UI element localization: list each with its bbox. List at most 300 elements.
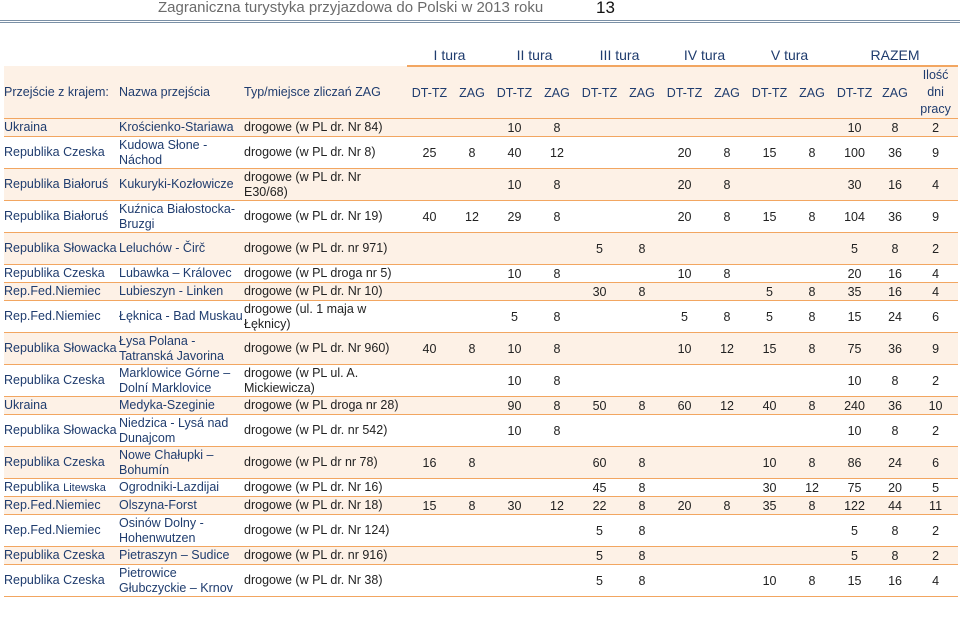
country-cell bbox=[4, 283, 119, 301]
zag-value bbox=[792, 119, 832, 137]
dt-tz-value: 75 bbox=[832, 333, 877, 365]
dt-tz-value: 16 bbox=[407, 447, 452, 479]
dt-tz-value: 122 bbox=[832, 497, 877, 515]
dt-tz-value: 15 bbox=[407, 497, 452, 515]
zag-value: 12 bbox=[707, 333, 747, 365]
days-value: 9 bbox=[913, 333, 958, 365]
header-rule bbox=[0, 20, 960, 21]
table-row bbox=[4, 119, 958, 137]
country-name: Republika Czeska bbox=[4, 373, 105, 387]
dt-tz-value bbox=[492, 233, 537, 265]
table-row bbox=[4, 547, 958, 565]
country-name: Rep.Fed.Niemiec bbox=[4, 498, 101, 512]
zag-value bbox=[707, 233, 747, 265]
zag-value bbox=[622, 119, 662, 137]
table-row bbox=[4, 447, 958, 479]
crossing-name: Leluchów - Čirč bbox=[119, 233, 244, 265]
table-row bbox=[4, 233, 958, 265]
zag-value: 8 bbox=[792, 333, 832, 365]
zag-value: 8 bbox=[537, 365, 577, 397]
country-name: Ukraina bbox=[4, 398, 48, 412]
dt-tz-value: 5 bbox=[577, 233, 622, 265]
zag-value bbox=[792, 365, 832, 397]
dt-tz-value: 5 bbox=[577, 547, 622, 565]
dt-tz-value bbox=[662, 479, 707, 497]
dt-tz-value: 5 bbox=[747, 301, 792, 333]
zag-value: 8 bbox=[877, 415, 913, 447]
zag-value: 8 bbox=[537, 265, 577, 283]
country-cell bbox=[4, 447, 119, 479]
page-number: 13 bbox=[596, 0, 615, 17]
country-cell bbox=[4, 547, 119, 565]
crossing-type: drogowe (w PL dr. Nr 8) bbox=[244, 137, 407, 169]
sub-header-zag: ZAG bbox=[877, 66, 913, 119]
zag-value: 8 bbox=[452, 333, 492, 365]
crossing-type: drogowe (w PL ul. A. Mickiewicza) bbox=[244, 365, 407, 397]
dt-tz-value: 104 bbox=[832, 201, 877, 233]
zag-value: 12 bbox=[452, 201, 492, 233]
country-cell bbox=[4, 233, 119, 265]
zag-value: 8 bbox=[622, 479, 662, 497]
dt-tz-value bbox=[492, 283, 537, 301]
dt-tz-value: 10 bbox=[662, 333, 707, 365]
crossing-name: Marklowice Górne – Dolní Marklovice bbox=[119, 365, 244, 397]
dt-tz-value: 10 bbox=[832, 365, 877, 397]
table-row bbox=[4, 301, 958, 333]
zag-value bbox=[792, 169, 832, 201]
zag-value bbox=[707, 515, 747, 547]
crossing-name: Lubawka – Královec bbox=[119, 265, 244, 283]
zag-value: 8 bbox=[537, 415, 577, 447]
dt-tz-value: 10 bbox=[492, 415, 537, 447]
zag-value: 8 bbox=[452, 497, 492, 515]
zag-value bbox=[707, 479, 747, 497]
zag-value bbox=[792, 415, 832, 447]
sub-header-dt: DT-TZ bbox=[662, 66, 707, 119]
crossing-name: Pietraszyn – Sudice bbox=[119, 547, 244, 565]
sub-header-zag: ZAG bbox=[792, 66, 832, 119]
dt-tz-value: 20 bbox=[662, 169, 707, 201]
zag-value: 8 bbox=[622, 447, 662, 479]
dt-tz-value bbox=[407, 415, 452, 447]
dt-tz-value: 30 bbox=[577, 283, 622, 301]
table-row bbox=[4, 137, 958, 169]
tour-3-header: III tura bbox=[577, 44, 662, 66]
country-cell bbox=[4, 137, 119, 169]
dt-tz-value bbox=[747, 119, 792, 137]
dt-tz-value: 15 bbox=[747, 137, 792, 169]
zag-value: 8 bbox=[707, 137, 747, 169]
days-value: 2 bbox=[913, 547, 958, 565]
zag-value: 8 bbox=[707, 301, 747, 333]
dt-tz-value bbox=[492, 565, 537, 597]
country-cell bbox=[4, 497, 119, 515]
table-row bbox=[4, 365, 958, 397]
type-header: Typ/miejsce zliczań ZAG bbox=[244, 66, 407, 119]
crossing-type: drogowe (w PL droga nr 28) bbox=[244, 397, 407, 415]
dt-tz-value: 35 bbox=[747, 497, 792, 515]
zag-value: 24 bbox=[877, 301, 913, 333]
days-value: 4 bbox=[913, 169, 958, 201]
zag-value bbox=[792, 233, 832, 265]
zag-value: 8 bbox=[537, 333, 577, 365]
page-title: Zagraniczna turystyka przyjazdowa do Polski w 2013 roku bbox=[158, 0, 544, 16]
dt-tz-value bbox=[662, 565, 707, 597]
zag-value bbox=[452, 515, 492, 547]
tour-5-header: V tura bbox=[747, 44, 832, 66]
tour-1-header: I tura bbox=[407, 44, 492, 66]
country-name: Republika Czeska bbox=[4, 548, 105, 562]
crossing-name: Kudowa Słone - Náchod bbox=[119, 137, 244, 169]
zag-value bbox=[452, 233, 492, 265]
zag-value: 36 bbox=[877, 333, 913, 365]
dt-tz-value: 40 bbox=[407, 201, 452, 233]
crossing-name: Krościenko-Stariawa bbox=[119, 119, 244, 137]
dt-tz-value bbox=[747, 547, 792, 565]
table-row bbox=[4, 283, 958, 301]
dt-tz-value bbox=[662, 119, 707, 137]
zag-value bbox=[452, 119, 492, 137]
zag-value: 8 bbox=[622, 565, 662, 597]
zag-value: 8 bbox=[537, 119, 577, 137]
dt-tz-value: 5 bbox=[747, 283, 792, 301]
zag-value bbox=[622, 265, 662, 283]
zag-value: 12 bbox=[537, 497, 577, 515]
days-value: 6 bbox=[913, 447, 958, 479]
country-name: Republika Czeska bbox=[4, 455, 105, 469]
dt-tz-value bbox=[577, 119, 622, 137]
zag-value: 8 bbox=[622, 283, 662, 301]
dt-tz-value bbox=[747, 365, 792, 397]
country-name: Republika Białoruś bbox=[4, 177, 109, 191]
dt-tz-value: 10 bbox=[662, 265, 707, 283]
country-cell bbox=[4, 565, 119, 597]
country-cell bbox=[4, 415, 119, 447]
zag-value: 8 bbox=[622, 497, 662, 515]
sub-header-zag: ZAG bbox=[537, 66, 577, 119]
crossing-name: Łęknica - Bad Muskau bbox=[119, 301, 244, 333]
dt-tz-value: 100 bbox=[832, 137, 877, 169]
sub-header-dt: DT-TZ bbox=[577, 66, 622, 119]
dt-tz-value: 5 bbox=[832, 515, 877, 547]
crossing-type: drogowe (w PL dr. nr 971) bbox=[244, 233, 407, 265]
dt-tz-value: 60 bbox=[662, 397, 707, 415]
tour-header-row bbox=[4, 44, 958, 66]
zag-value bbox=[452, 265, 492, 283]
dt-tz-value: 5 bbox=[577, 515, 622, 547]
days-value: 4 bbox=[913, 565, 958, 597]
zag-value bbox=[622, 365, 662, 397]
dt-tz-value bbox=[662, 283, 707, 301]
table-row bbox=[4, 415, 958, 447]
dt-tz-value bbox=[407, 169, 452, 201]
zag-value: 36 bbox=[877, 201, 913, 233]
dt-tz-value bbox=[747, 233, 792, 265]
zag-value: 8 bbox=[537, 169, 577, 201]
country-name: Ukraina bbox=[4, 120, 48, 134]
zag-value bbox=[452, 301, 492, 333]
zag-value: 16 bbox=[877, 283, 913, 301]
zag-value bbox=[537, 547, 577, 565]
sub-header-dt: DT-TZ bbox=[407, 66, 452, 119]
table-row bbox=[4, 333, 958, 365]
dt-tz-value bbox=[407, 515, 452, 547]
crossing-header: Nazwa przejścia bbox=[119, 66, 244, 119]
zag-value bbox=[622, 301, 662, 333]
dt-tz-value bbox=[407, 301, 452, 333]
crossing-name: Ogrodniki-Lazdijai bbox=[119, 479, 244, 497]
dt-tz-value bbox=[747, 169, 792, 201]
days-value: 11 bbox=[913, 497, 958, 515]
dt-tz-value: 10 bbox=[492, 169, 537, 201]
sub-header-zag: ZAG bbox=[452, 66, 492, 119]
dt-tz-value: 40 bbox=[747, 397, 792, 415]
zag-value: 8 bbox=[792, 397, 832, 415]
dt-tz-value bbox=[662, 415, 707, 447]
crossing-name: Olszyna-Forst bbox=[119, 497, 244, 515]
days-value: 2 bbox=[913, 515, 958, 547]
zag-value bbox=[622, 415, 662, 447]
dt-tz-value: 10 bbox=[747, 447, 792, 479]
dt-tz-value: 10 bbox=[832, 119, 877, 137]
zag-value bbox=[452, 397, 492, 415]
crossing-type: drogowe (w PL dr nr 78) bbox=[244, 447, 407, 479]
country-cell bbox=[4, 515, 119, 547]
country-name: Rep.Fed.Niemiec bbox=[4, 284, 101, 298]
country-name: Republika Słowacka bbox=[4, 241, 117, 255]
table-row bbox=[4, 515, 958, 547]
dt-tz-value bbox=[577, 265, 622, 283]
zag-value bbox=[537, 233, 577, 265]
dt-tz-value bbox=[492, 515, 537, 547]
crossing-name: Lubieszyn - Linken bbox=[119, 283, 244, 301]
zag-value bbox=[537, 447, 577, 479]
dt-tz-value bbox=[577, 333, 622, 365]
zag-value bbox=[707, 283, 747, 301]
zag-value: 8 bbox=[452, 137, 492, 169]
table-row bbox=[4, 265, 958, 283]
dt-tz-value: 10 bbox=[747, 565, 792, 597]
days-value: 2 bbox=[913, 415, 958, 447]
dt-tz-value bbox=[407, 265, 452, 283]
zag-value: 8 bbox=[792, 137, 832, 169]
dt-tz-value bbox=[747, 415, 792, 447]
days-value: 9 bbox=[913, 137, 958, 169]
crossing-type: drogowe (w PL droga nr 5) bbox=[244, 265, 407, 283]
sub-header-dt: DT-TZ bbox=[832, 66, 877, 119]
zag-value: 8 bbox=[877, 365, 913, 397]
crossing-type: drogowe (w PL dr. Nr 84) bbox=[244, 119, 407, 137]
dt-tz-value bbox=[492, 547, 537, 565]
zag-value: 44 bbox=[877, 497, 913, 515]
country-cell bbox=[4, 119, 119, 137]
zag-value: 8 bbox=[622, 233, 662, 265]
zag-value bbox=[452, 365, 492, 397]
crossing-type: drogowe (w PL dr. Nr 124) bbox=[244, 515, 407, 547]
zag-value bbox=[792, 265, 832, 283]
zag-value bbox=[707, 447, 747, 479]
zag-value bbox=[452, 479, 492, 497]
zag-value bbox=[452, 547, 492, 565]
dt-tz-value: 30 bbox=[832, 169, 877, 201]
crossing-type: drogowe (w PL dr. Nr 10) bbox=[244, 283, 407, 301]
zag-value: 8 bbox=[707, 497, 747, 515]
table-row bbox=[4, 169, 958, 201]
country-cell bbox=[4, 201, 119, 233]
zag-value bbox=[792, 515, 832, 547]
zag-value bbox=[452, 169, 492, 201]
dt-tz-value bbox=[407, 283, 452, 301]
zag-value bbox=[452, 283, 492, 301]
country-cell bbox=[4, 479, 119, 497]
table-row bbox=[4, 565, 958, 597]
zag-value: 8 bbox=[707, 201, 747, 233]
zag-value: 24 bbox=[877, 447, 913, 479]
dt-tz-value: 60 bbox=[577, 447, 622, 479]
table-row bbox=[4, 397, 958, 415]
total-header: RAZEM bbox=[832, 44, 958, 66]
dt-tz-value bbox=[577, 415, 622, 447]
zag-value: 8 bbox=[622, 547, 662, 565]
country-name: Republika Czeska bbox=[4, 573, 105, 587]
zag-value bbox=[707, 119, 747, 137]
crossing-type: drogowe (w PL dr. Nr 960) bbox=[244, 333, 407, 365]
dt-tz-value: 5 bbox=[832, 233, 877, 265]
crossing-name: Niedzica - Lysá nad Dunajcom bbox=[119, 415, 244, 447]
crossing-type: drogowe (w PL dr. Nr 38) bbox=[244, 565, 407, 597]
zag-value bbox=[622, 333, 662, 365]
dt-tz-value bbox=[407, 397, 452, 415]
days-value: 5 bbox=[913, 479, 958, 497]
dt-tz-value bbox=[577, 137, 622, 169]
zag-value: 8 bbox=[792, 301, 832, 333]
dt-tz-value bbox=[407, 565, 452, 597]
zag-value: 8 bbox=[707, 265, 747, 283]
crossing-type: drogowe (ul. 1 maja w Łęknicy) bbox=[244, 301, 407, 333]
dt-tz-value: 10 bbox=[492, 365, 537, 397]
crossing-name: Łysa Polana - Tatranská Javorina bbox=[119, 333, 244, 365]
dt-tz-value: 5 bbox=[662, 301, 707, 333]
dt-tz-value bbox=[407, 233, 452, 265]
zag-value: 20 bbox=[877, 479, 913, 497]
zag-value: 16 bbox=[877, 169, 913, 201]
days-value: 9 bbox=[913, 201, 958, 233]
dt-tz-value bbox=[662, 233, 707, 265]
dt-tz-value: 86 bbox=[832, 447, 877, 479]
days-value: 2 bbox=[913, 233, 958, 265]
zag-value: 8 bbox=[537, 201, 577, 233]
dt-tz-value bbox=[577, 365, 622, 397]
tour-2-header: II tura bbox=[492, 44, 577, 66]
zag-value: 36 bbox=[877, 397, 913, 415]
crossing-name: Osinów Dolny - Hohenwutzen bbox=[119, 515, 244, 547]
country-name: Republika Białoruś bbox=[4, 209, 109, 223]
dt-tz-value bbox=[407, 365, 452, 397]
country-name: Republika Czeska bbox=[4, 145, 105, 159]
table-row bbox=[4, 201, 958, 233]
sub-header-zag: ZAG bbox=[707, 66, 747, 119]
crossing-type: drogowe (w PL dr. Nr 16) bbox=[244, 479, 407, 497]
border-crossings-table bbox=[4, 44, 958, 597]
crossing-name: Medyka-Szeginie bbox=[119, 397, 244, 415]
sub-header-dt: DT-TZ bbox=[492, 66, 537, 119]
days-value: 4 bbox=[913, 265, 958, 283]
dt-tz-value: 5 bbox=[492, 301, 537, 333]
zag-value: 12 bbox=[537, 137, 577, 169]
dt-tz-value: 29 bbox=[492, 201, 537, 233]
dt-tz-value: 40 bbox=[492, 137, 537, 169]
country-cell bbox=[4, 169, 119, 201]
zag-value: 16 bbox=[877, 265, 913, 283]
dt-tz-value: 5 bbox=[577, 565, 622, 597]
zag-value: 16 bbox=[877, 565, 913, 597]
dt-tz-value bbox=[747, 265, 792, 283]
zag-value: 8 bbox=[622, 397, 662, 415]
days-value: 2 bbox=[913, 365, 958, 397]
zag-value: 8 bbox=[452, 447, 492, 479]
zag-value: 8 bbox=[707, 169, 747, 201]
crossing-name: Kuźnica Białostocka-Bruzgi bbox=[119, 201, 244, 233]
dt-tz-value: 30 bbox=[492, 497, 537, 515]
tour-4-header: IV tura bbox=[662, 44, 747, 66]
days-value: 4 bbox=[913, 283, 958, 301]
days-value: 10 bbox=[913, 397, 958, 415]
crossing-name: Pietrowice Głubczyckie – Krnov bbox=[119, 565, 244, 597]
dt-tz-value: 10 bbox=[492, 333, 537, 365]
zag-value bbox=[537, 479, 577, 497]
dt-tz-value: 22 bbox=[577, 497, 622, 515]
dt-tz-value: 50 bbox=[577, 397, 622, 415]
dt-tz-value: 5 bbox=[832, 547, 877, 565]
zag-value: 8 bbox=[877, 515, 913, 547]
dt-tz-value: 25 bbox=[407, 137, 452, 169]
dt-tz-value: 240 bbox=[832, 397, 877, 415]
dt-tz-value bbox=[662, 547, 707, 565]
dt-tz-value bbox=[662, 515, 707, 547]
crossing-name: Kukuryki-Kozłowicze bbox=[119, 169, 244, 201]
days-value: 6 bbox=[913, 301, 958, 333]
country-name-suffix: Litewska bbox=[63, 481, 106, 494]
zag-value bbox=[622, 201, 662, 233]
zag-value: 8 bbox=[792, 565, 832, 597]
country-cell bbox=[4, 365, 119, 397]
column-header-row bbox=[4, 66, 958, 119]
dt-tz-value: 10 bbox=[492, 265, 537, 283]
dt-tz-value: 20 bbox=[662, 201, 707, 233]
dt-tz-value: 10 bbox=[832, 415, 877, 447]
dt-tz-value: 45 bbox=[577, 479, 622, 497]
zag-value bbox=[622, 137, 662, 169]
dt-tz-value bbox=[407, 479, 452, 497]
sub-header-zag: ZAG bbox=[622, 66, 662, 119]
zag-value bbox=[452, 415, 492, 447]
dt-tz-value: 15 bbox=[747, 333, 792, 365]
dt-tz-value: 15 bbox=[832, 301, 877, 333]
zag-value bbox=[707, 547, 747, 565]
zag-value: 8 bbox=[792, 201, 832, 233]
days-value: 2 bbox=[913, 119, 958, 137]
sub-header-dt: DT-TZ bbox=[747, 66, 792, 119]
dt-tz-value: 75 bbox=[832, 479, 877, 497]
zag-value: 12 bbox=[792, 479, 832, 497]
dt-tz-value: 40 bbox=[407, 333, 452, 365]
country-name: Rep.Fed.Niemiec bbox=[4, 309, 101, 323]
zag-value: 8 bbox=[537, 397, 577, 415]
crossing-type: drogowe (w PL dr. Nr 18) bbox=[244, 497, 407, 515]
zag-value bbox=[452, 565, 492, 597]
dt-tz-value bbox=[577, 301, 622, 333]
dt-tz-value: 35 bbox=[832, 283, 877, 301]
